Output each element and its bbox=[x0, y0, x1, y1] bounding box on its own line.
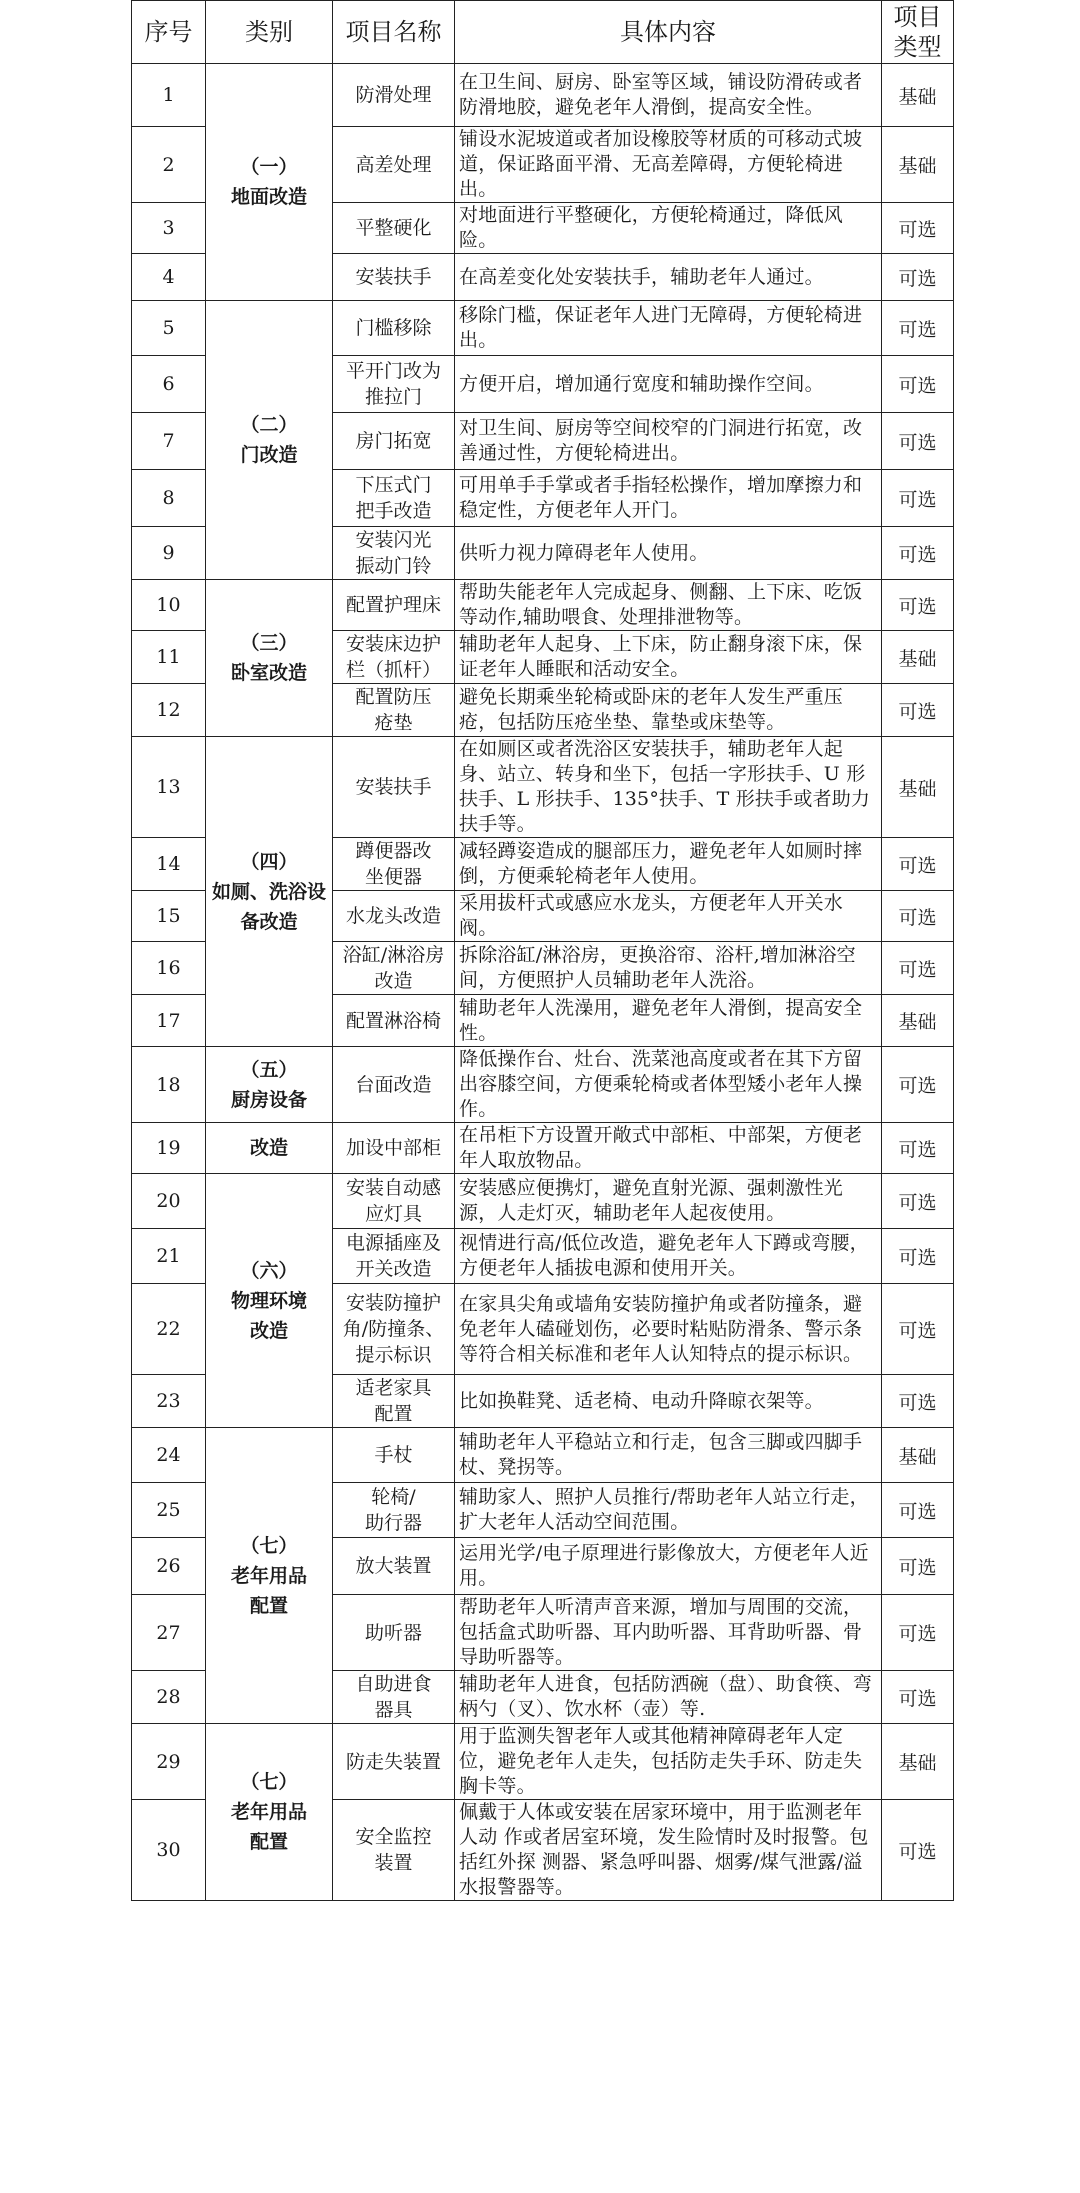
item-type: 基础 bbox=[882, 737, 954, 838]
item-type: 可选 bbox=[882, 1483, 954, 1538]
item-content: 在卫生间、厨房、卧室等区域，铺设防滑砖或者防滑地胶，避免老年人滑倒，提高安全性。 bbox=[455, 64, 882, 127]
item-type: 可选 bbox=[882, 1595, 954, 1671]
item-content: 辅助老年人起身、上下床，防止翻身滚下床，保证老年人睡眠和活动安全。 bbox=[455, 631, 882, 684]
item-type: 可选 bbox=[882, 891, 954, 942]
item-type: 可选 bbox=[882, 413, 954, 470]
category-cell: 改造 bbox=[206, 1123, 333, 1174]
row-number: 19 bbox=[132, 1123, 206, 1174]
row-number: 9 bbox=[132, 527, 206, 580]
row-number: 6 bbox=[132, 356, 206, 413]
category-cell: （一） 地面改造 bbox=[206, 64, 333, 301]
item-type: 可选 bbox=[882, 942, 954, 995]
row-number: 28 bbox=[132, 1671, 206, 1724]
item-type: 可选 bbox=[882, 254, 954, 301]
item-name: 台面改造 bbox=[333, 1047, 455, 1123]
item-type: 可选 bbox=[882, 203, 954, 254]
item-type: 可选 bbox=[882, 1800, 954, 1901]
header-type: 项目 类型 bbox=[882, 1, 954, 64]
item-content: 安装感应便携灯，避免直射光源、强刺激性光源，人走灯灭，辅助老年人起夜使用。 bbox=[455, 1174, 882, 1229]
item-type: 可选 bbox=[882, 1538, 954, 1595]
item-name: 平开门改为 推拉门 bbox=[333, 356, 455, 413]
header-content: 具体内容 bbox=[455, 1, 882, 64]
item-content: 在吊柜下方设置开敞式中部柜、中部架，方便老年人取放物品。 bbox=[455, 1123, 882, 1174]
item-type: 基础 bbox=[882, 64, 954, 127]
item-content: 用于监测失智老年人或其他精神障碍老年人定位，避免老年人走失，包括防走失手环、防走失胸卡等。 bbox=[455, 1724, 882, 1800]
item-name: 手杖 bbox=[333, 1428, 455, 1483]
item-content: 方便开启，增加通行宽度和辅助操作空间。 bbox=[455, 356, 882, 413]
table-row bbox=[132, 1724, 954, 1800]
item-content: 避免长期乘坐轮椅或卧床的老年人发生严重压疮，包括防压疮坐垫、靠垫或床垫等。 bbox=[455, 684, 882, 737]
item-type: 可选 bbox=[882, 470, 954, 527]
item-name: 下压式门 把手改造 bbox=[333, 470, 455, 527]
item-name: 安装自动感 应灯具 bbox=[333, 1174, 455, 1229]
row-number: 21 bbox=[132, 1229, 206, 1284]
header-name: 项目名称 bbox=[333, 1, 455, 64]
item-name: 房门拓宽 bbox=[333, 413, 455, 470]
table-row bbox=[132, 580, 954, 631]
item-content: 视情进行高/低位改造，避免老年人下蹲或弯腰，方便老年人插拔电源和使用开关。 bbox=[455, 1229, 882, 1284]
item-type: 基础 bbox=[882, 631, 954, 684]
item-type: 可选 bbox=[882, 838, 954, 891]
row-number: 13 bbox=[132, 737, 206, 838]
item-name: 蹲便器改 坐便器 bbox=[333, 838, 455, 891]
category-cell: （三） 卧室改造 bbox=[206, 580, 333, 737]
item-content: 在家具尖角或墙角安装防撞护角或者防撞条，避免老年人磕碰划伤，必要时粘贴防滑条、警示条等符合相关标准和老年人认知特点的提示标识。 bbox=[455, 1284, 882, 1375]
item-type: 可选 bbox=[882, 301, 954, 356]
item-name: 安装闪光 振动门铃 bbox=[333, 527, 455, 580]
row-number: 7 bbox=[132, 413, 206, 470]
table-row bbox=[132, 1123, 954, 1174]
row-number: 25 bbox=[132, 1483, 206, 1538]
item-name: 门槛移除 bbox=[333, 301, 455, 356]
row-number: 17 bbox=[132, 995, 206, 1047]
header-num: 序号 bbox=[132, 1, 206, 64]
item-name: 平整硬化 bbox=[333, 203, 455, 254]
item-type: 基础 bbox=[882, 127, 954, 203]
item-type: 可选 bbox=[882, 1229, 954, 1284]
item-content: 移除门槛，保证老年人进门无障碍，方便轮椅进出。 bbox=[455, 301, 882, 356]
item-type: 可选 bbox=[882, 1284, 954, 1375]
item-name: 电源插座及 开关改造 bbox=[333, 1229, 455, 1284]
item-name: 安装扶手 bbox=[333, 737, 455, 838]
item-content: 可用单手手掌或者手指轻松操作，增加摩擦力和稳定性，方便老年人开门。 bbox=[455, 470, 882, 527]
category-cell: （七） 老年用品 配置 bbox=[206, 1724, 333, 1901]
row-number: 14 bbox=[132, 838, 206, 891]
header-row bbox=[132, 1, 954, 64]
category-cell: （六） 物理环境 改造 bbox=[206, 1174, 333, 1428]
item-name: 配置淋浴椅 bbox=[333, 995, 455, 1047]
row-number: 4 bbox=[132, 254, 206, 301]
item-content: 对地面进行平整硬化，方便轮椅通过，降低风险。 bbox=[455, 203, 882, 254]
item-name: 防滑处理 bbox=[333, 64, 455, 127]
item-type: 可选 bbox=[882, 1671, 954, 1724]
item-type: 可选 bbox=[882, 527, 954, 580]
item-name: 配置护理床 bbox=[333, 580, 455, 631]
item-name: 加设中部柜 bbox=[333, 1123, 455, 1174]
table-row bbox=[132, 737, 954, 838]
category-cell: （五） 厨房设备 bbox=[206, 1047, 333, 1123]
row-number: 27 bbox=[132, 1595, 206, 1671]
item-content: 供听力视力障碍老年人使用。 bbox=[455, 527, 882, 580]
table-row bbox=[132, 64, 954, 127]
table-row bbox=[132, 301, 954, 356]
row-number: 26 bbox=[132, 1538, 206, 1595]
category-cell: （四） 如厕、洗浴设 备改造 bbox=[206, 737, 333, 1047]
item-name: 浴缸/淋浴房 改造 bbox=[333, 942, 455, 995]
item-content: 拆除浴缸/淋浴房，更换浴帘、浴杆,增加淋浴空间，方便照护人员辅助老年人洗浴。 bbox=[455, 942, 882, 995]
item-content: 辅助老年人进食，包括防洒碗（盘）、助食筷、弯柄勺（叉）、饮水杯（壶）等. bbox=[455, 1671, 882, 1724]
row-number: 18 bbox=[132, 1047, 206, 1123]
item-name: 配置防压 疮垫 bbox=[333, 684, 455, 737]
item-content: 采用拔杆式或感应水龙头，方便老年人开关水阀。 bbox=[455, 891, 882, 942]
row-number: 16 bbox=[132, 942, 206, 995]
item-name: 安装床边护 栏（抓杆） bbox=[333, 631, 455, 684]
item-name: 轮椅/ 助行器 bbox=[333, 1483, 455, 1538]
item-content: 比如换鞋凳、适老椅、电动升降晾衣架等。 bbox=[455, 1375, 882, 1428]
item-name: 安装防撞护 角/防撞条、 提示标识 bbox=[333, 1284, 455, 1375]
item-name: 高差处理 bbox=[333, 127, 455, 203]
item-name: 安全监控 装置 bbox=[333, 1800, 455, 1901]
item-type: 基础 bbox=[882, 1724, 954, 1800]
row-number: 29 bbox=[132, 1724, 206, 1800]
item-name: 水龙头改造 bbox=[333, 891, 455, 942]
item-content: 辅助老年人洗澡用，避免老年人滑倒，提高安全性。 bbox=[455, 995, 882, 1047]
row-number: 15 bbox=[132, 891, 206, 942]
item-type: 可选 bbox=[882, 1375, 954, 1428]
table-row bbox=[132, 1047, 954, 1123]
category-cell: （二） 门改造 bbox=[206, 301, 333, 580]
header-category: 类别 bbox=[206, 1, 333, 64]
row-number: 8 bbox=[132, 470, 206, 527]
row-number: 5 bbox=[132, 301, 206, 356]
item-type: 基础 bbox=[882, 1428, 954, 1483]
item-content: 辅助家人、照护人员推行/帮助老年人站立行走，扩大老年人活动空间范围。 bbox=[455, 1483, 882, 1538]
item-content: 铺设水泥坡道或者加设橡胶等材质的可移动式坡道，保证路面平滑、无高差障碍，方便轮椅进出。 bbox=[455, 127, 882, 203]
row-number: 1 bbox=[132, 64, 206, 127]
row-number: 10 bbox=[132, 580, 206, 631]
item-content: 帮助老年人听清声音来源，增加与周围的交流，包括盒式助听器、耳内助听器、耳背助听器、骨导助听器等。 bbox=[455, 1595, 882, 1671]
item-type: 基础 bbox=[882, 995, 954, 1047]
item-content: 佩戴于人体或安装在居家环境中，用于监测老年人动 作或者居室环境，发生险情时及时报警。包括红外探 测器、紧急呼叫器、烟雾/煤气泄露/溢水报警器等。 bbox=[455, 1800, 882, 1901]
row-number: 23 bbox=[132, 1375, 206, 1428]
item-content: 帮助失能老年人完成起身、侧翻、上下床、吃饭等动作,辅助喂食、处理排泄物等。 bbox=[455, 580, 882, 631]
row-number: 11 bbox=[132, 631, 206, 684]
item-name: 防走失装置 bbox=[333, 1724, 455, 1800]
item-content: 减轻蹲姿造成的腿部压力，避免老年人如厕时摔倒，方便乘轮椅老年人使用。 bbox=[455, 838, 882, 891]
item-name: 安装扶手 bbox=[333, 254, 455, 301]
item-content: 对卫生间、厨房等空间校窄的门洞进行拓宽，改善通过性，方便轮椅进出。 bbox=[455, 413, 882, 470]
item-name: 适老家具 配置 bbox=[333, 1375, 455, 1428]
item-name: 放大装置 bbox=[333, 1538, 455, 1595]
item-content: 辅助老年人平稳站立和行走，包含三脚或四脚手杖、凳拐等。 bbox=[455, 1428, 882, 1483]
row-number: 3 bbox=[132, 203, 206, 254]
item-content: 降低操作台、灶台、洗菜池高度或者在其下方留出容膝空间，方便乘轮椅或者体型矮小老年人操作。 bbox=[455, 1047, 882, 1123]
row-number: 2 bbox=[132, 127, 206, 203]
row-number: 20 bbox=[132, 1174, 206, 1229]
item-content: 在如厕区或者洗浴区安装扶手，辅助老年人起身、站立、转身和坐下，包括一字形扶手、U 形扶手、L 形扶手、135°扶手、T 形扶手或者助力扶手等。 bbox=[455, 737, 882, 838]
row-number: 12 bbox=[132, 684, 206, 737]
item-type: 可选 bbox=[882, 1174, 954, 1229]
category-cell: （七） 老年用品 配置 bbox=[206, 1428, 333, 1724]
table-row bbox=[132, 1174, 954, 1229]
row-number: 22 bbox=[132, 1284, 206, 1375]
item-type: 可选 bbox=[882, 1047, 954, 1123]
item-name: 助听器 bbox=[333, 1595, 455, 1671]
item-type: 可选 bbox=[882, 1123, 954, 1174]
renovation-table bbox=[131, 0, 954, 1901]
item-type: 可选 bbox=[882, 684, 954, 737]
item-name: 自助进食 器具 bbox=[333, 1671, 455, 1724]
table-row bbox=[132, 1428, 954, 1483]
item-type: 可选 bbox=[882, 356, 954, 413]
row-number: 30 bbox=[132, 1800, 206, 1901]
item-content: 在高差变化处安装扶手，辅助老年人通过。 bbox=[455, 254, 882, 301]
item-type: 可选 bbox=[882, 580, 954, 631]
row-number: 24 bbox=[132, 1428, 206, 1483]
item-content: 运用光学/电子原理进行影像放大，方便老年人近用。 bbox=[455, 1538, 882, 1595]
